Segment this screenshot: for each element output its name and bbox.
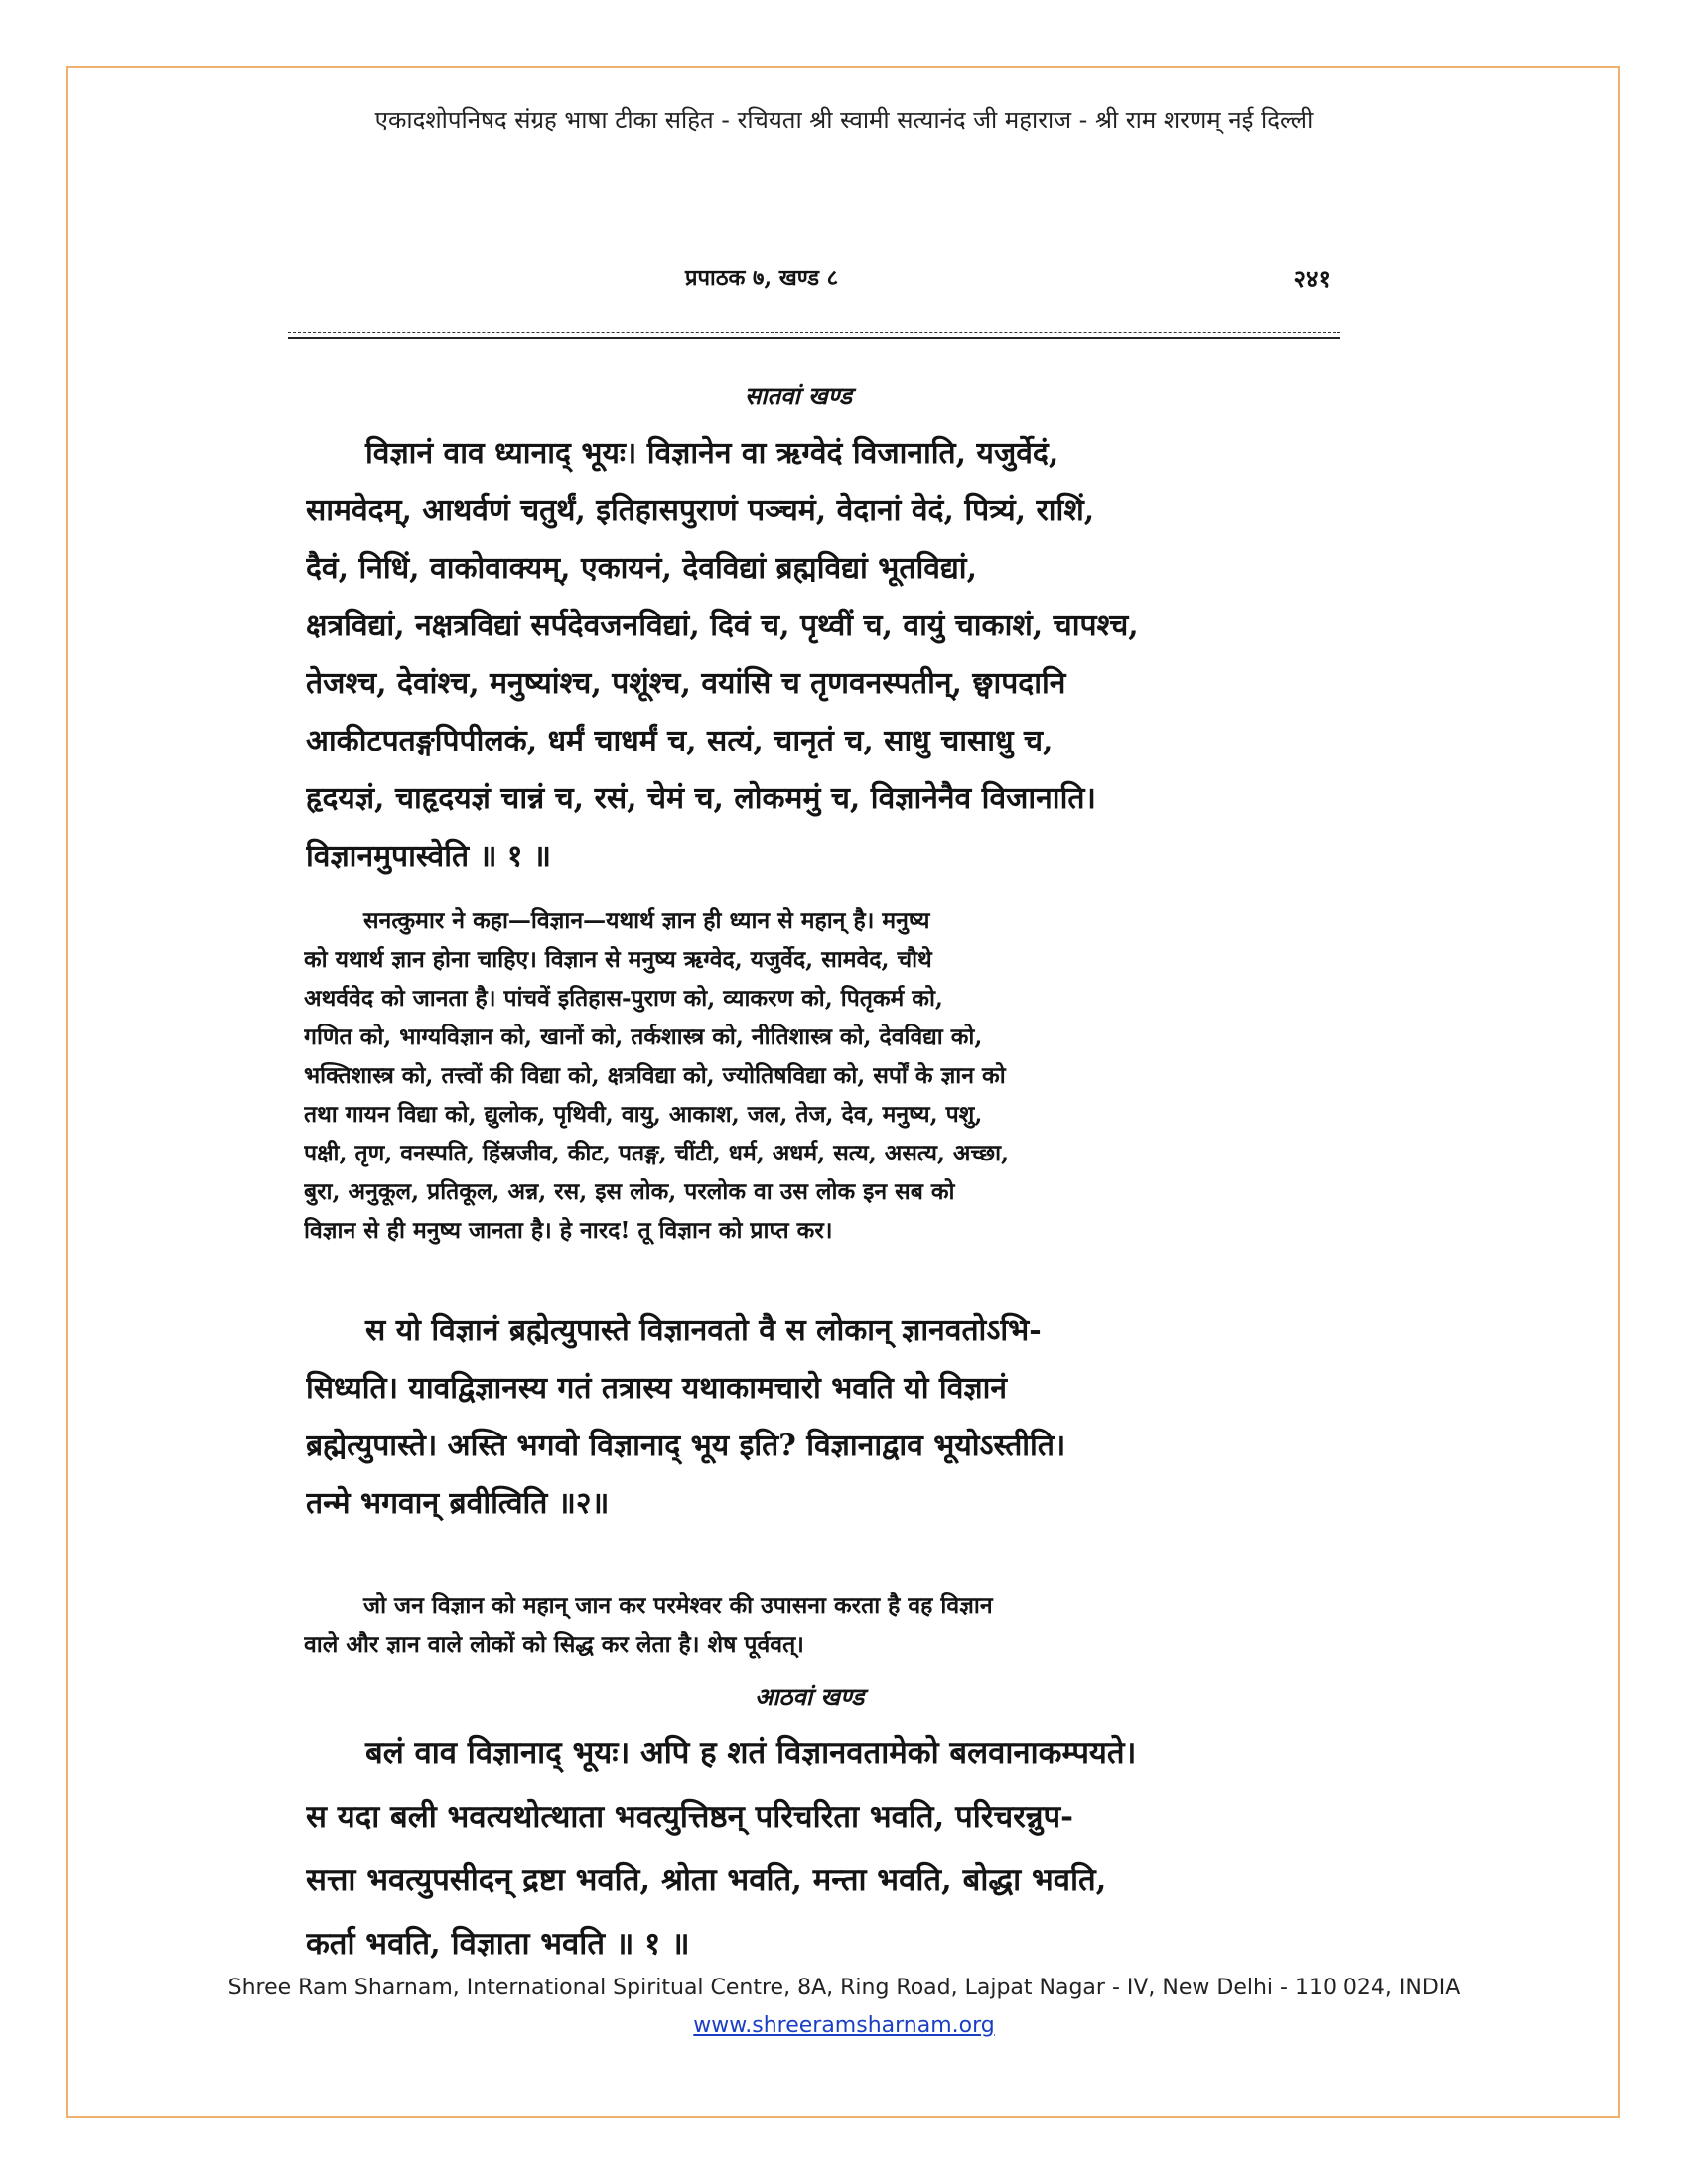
section-8-title: आठवां खण्ड (755, 1682, 865, 1710)
section-7-title: सातवां खण्ड (745, 381, 852, 410)
verse-line: स यो विज्ञानं ब्रह्मेत्युपास्ते विज्ञानवतो वै स लोकान् ज्ञानवतोऽभि- (365, 1313, 1042, 1348)
verse-3 (306, 1721, 1329, 1976)
commentary-line: अथर्ववेद को जानता है। पांचवें इतिहास-पुराण को, व्याकरण को, पितृकर्म को, (304, 985, 943, 1012)
verse-line: हृदयज्ञं, चाहृदयज्ञं चान्नं च, रसं, चेमं च, लोकममुं च, विज्ञानेनैव विजानाति। (306, 781, 1096, 816)
document-header: एकादशोपनिषद संग्रह भाषा टीका सहित - रचियता श्री स्वामी सत्यानंद जी महाराज - श्री राम शरणम् नई दिल्ली (374, 106, 1314, 134)
running-head-title: प्रपाठक ७, खण्ड ८ (685, 265, 839, 291)
verse-line: तन्मे भगवान् ब्रवीत्विति ॥२॥ (306, 1486, 610, 1521)
footer-address: Shree Ram Sharnam, International Spiritual Centre, 8A, Ring Road, Lajpat Nagar - IV, New Delhi - 110 024, INDIA (227, 1976, 1461, 2000)
page-number: २४१ (1293, 264, 1331, 293)
verse-line: ब्रह्मेत्युपास्ते। अस्ति भगवो विज्ञानाद् भूय इति? विज्ञानाद्वाव भूयोऽस्तीति। (306, 1429, 1066, 1463)
verse-2 (306, 1302, 1329, 1533)
verse-line: विज्ञानमुपास्वेति ॥ १ ॥ (306, 839, 551, 874)
verse-line: कर्ता भवति, विज्ञाता भवति ॥ १ ॥ (306, 1926, 690, 1962)
verse-line: विज्ञानं वाव ध्यानाद् भूयः। विज्ञानेन वा ऋग्वेदं विजानाति, यजुर्वेदं, (365, 436, 1059, 471)
commentary-line: वाले और ज्ञान वाले लोकों को सिद्ध कर लेता है। शेष पूर्ववत्। (304, 1631, 804, 1658)
commentary-line: को यथार्थ ज्ञान होना चाहिए। विज्ञान से मनुष्य ऋग्वेद, यजुर्वेद, सामवेद, चौथे (304, 946, 932, 973)
commentary-line: सनत्कुमार ने कहा—विज्ञान—यथार्थ ज्ञान ही ध्यान से महान् है। मनुष्य (363, 907, 930, 934)
commentary-line: तथा गायन विद्या को, द्युलोक, पृथिवी, वायु, आकाश, जल, तेज, देव, मनुष्य, पशु, (304, 1101, 983, 1128)
verse-line: तेजश्च, देवांश्च, मनुष्यांश्च, पशूंश्च, वयांसि च तृणवनस्पतीन्, छ्वापदानि (306, 666, 1066, 701)
scanned-page (288, 258, 1350, 1962)
verse-line: सत्ता भवत्युपसीदन् द्रष्टा भवति, श्रोता भवति, मन्ता भवति, बोद्धा भवति, (306, 1862, 1107, 1898)
verse-line: क्षत्रविद्यां, नक्षत्रविद्यां सर्पदेवजनविद्यां, दिवं च, पृथ्वीं च, वायुं चाकाशं, चापश्च, (306, 609, 1139, 643)
commentary-line: बुरा, अनुकूल, प्रतिकूल, अन्न, रस, इस लोक, परलोक वा उस लोक इन सब को (304, 1178, 955, 1205)
commentary-line: गणित को, भाग्यविज्ञान को, खानों को, तर्कशास्त्र को, नीतिशास्त्र को, देवविद्या को, (304, 1024, 983, 1050)
verse-line: सामवेदम्, आथर्वणं चतुर्थं, इतिहासपुराणं पञ्चमं, वेदानां वेदं, पित्र्यं, राशिं, (306, 493, 1095, 528)
header-rule (288, 337, 1340, 339)
running-head (288, 258, 1350, 298)
website-link[interactable]: www.shreeramsharnam.org (693, 2013, 995, 2038)
commentary-line: पक्षी, तृण, वनस्पति, हिंस्रजीव, कीट, पतङ्ग, चींटी, धर्म, अधर्म, सत्य, असत्य, अच्छा, (304, 1140, 1010, 1166)
commentary-line: विज्ञान से ही मनुष्य जानता है। हे नारद! तू विज्ञान को प्राप्त कर। (304, 1217, 833, 1244)
commentary-line: भक्तिशास्त्र को, तत्त्वों की विद्या को, क्षत्रविद्या को, ज्योतिषविद्या को, सर्पों के ज्ञान को (304, 1062, 1006, 1089)
commentary-2 (304, 1586, 1336, 1664)
verse-1 (306, 425, 1329, 886)
verse-line: दैवं, निधिं, वाकोवाक्यम्, एकायनं, देवविद्यां ब्रह्मविद्यां भूतविद्यां, (306, 551, 978, 586)
commentary-line: जो जन विज्ञान को महान् जान कर परमेश्वर की उपासना करता है वह विज्ञान (363, 1592, 993, 1619)
verse-line: आकीटपतङ्गपिपीलकं, धर्मं चाधर्मं च, सत्यं, चानृतं च, साधु चासाधु च, (306, 724, 1054, 758)
header-rule-dashed (288, 332, 1340, 333)
commentary-1 (304, 901, 1336, 1250)
verse-line: बलं वाव विज्ञानाद् भूयः। अपि ह शतं विज्ञानवतामेको बलवानाकम्पयते। (365, 1735, 1137, 1771)
verse-line: स यदा बली भवत्यथोत्थाता भवत्युत्तिष्ठन् परिचरिता भवति, परिचरन्नुप- (306, 1799, 1073, 1835)
verse-line: सिध्यति। यावद्विज्ञानस्य गतं तत्रास्य यथाकामचारो भवति यो विज्ञानं (306, 1371, 1008, 1406)
